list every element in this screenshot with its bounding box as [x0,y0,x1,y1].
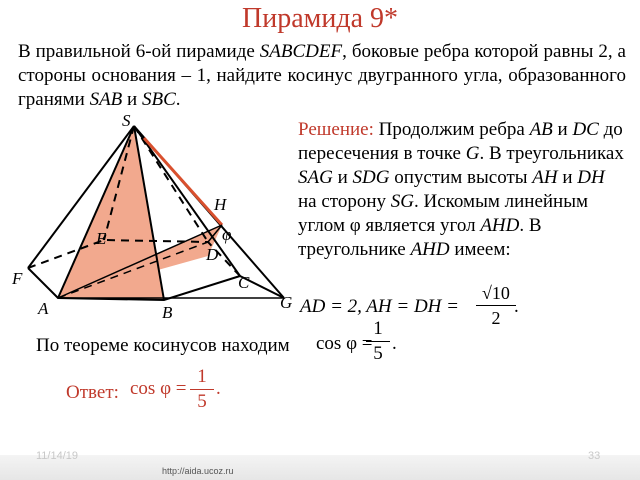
answer-num: 1 [197,366,207,387]
fraction-sqrt10-2 [476,282,516,329]
sol-t1: AB [529,119,553,140]
sol-t12: и [557,167,578,188]
sol-t0: Продолжим ребра [373,119,530,140]
equation-text: AD = 2, AH = DH = [300,296,459,317]
problem-statement [18,40,626,112]
problem-and: и [122,89,142,110]
footer-bar [0,455,640,480]
answer-fraction [190,366,214,413]
label-f: F [12,269,23,288]
answer-bar [190,389,214,390]
label-h: H [214,195,227,214]
fraction-bar [476,305,516,306]
cos-num: 1 [373,318,383,339]
footer-url[interactable]: http://aida.ucoz.ru [162,466,234,476]
sol-t20: имеем: [449,239,511,260]
label-e: E [96,229,107,248]
sol-t5: G [465,143,480,164]
sol-t9: SDG [352,167,390,188]
answer [66,366,266,416]
sol-t8: и [332,167,353,188]
cos-dot: . [392,333,397,354]
label-c: C [238,273,250,292]
sol-t19: AHD [410,239,450,260]
sol-t4: до пересечения в точке [298,119,623,164]
sol-t14: на сторону [298,191,391,212]
sol-t3: DC [572,119,599,140]
label-d: D [206,245,219,264]
cos-lhs: cos φ = [316,333,373,354]
label-phi: φ [222,225,232,244]
problem-text-2: , боковые ребра которой равны 2, а стороны основания – 1, найдите косинус двугранного угла, образованного гранями [18,41,626,110]
answer-label: Ответ: [66,382,119,403]
label-s: S [122,111,131,130]
pyramid-name: SABCDEF [259,41,343,62]
sol-t2: и [552,119,573,140]
label-b: B [162,303,173,322]
answer-lhs: cos φ = [130,378,187,399]
label-a: A [38,299,49,318]
sol-t18: . В треугольнике [298,215,542,260]
sol-t15: SG [390,191,414,212]
cos-den: 5 [373,343,383,364]
footer-date: 11/14/19 [36,450,79,462]
problem-end: . [175,89,181,110]
cosine-theorem-text: По теореме косинусов находим [36,335,290,356]
problem-text-1: В правильной 6-ой пирамиде [18,41,260,62]
label-g: G [280,293,293,312]
answer-den: 5 [197,391,207,412]
sol-t17: AHD [480,215,520,236]
sol-t16: . Искомым линейным углом φ является угол [298,191,588,236]
solution-text [298,118,628,262]
cos-fraction [366,318,390,365]
fraction-denominator: 2 [491,308,501,328]
sol-t6: . В треугольниках [479,143,624,164]
face-sab: SAB [89,89,123,110]
sol-t7: SAG [298,167,333,188]
slide-title: Пирамида 9* [241,3,398,34]
pyramid-figure [8,108,304,330]
equation-dot: . [514,296,519,317]
face-sbc: SBC [141,89,176,110]
sol-t10: опустим высоты [389,167,533,188]
footer-page-number: 33 [588,450,601,462]
sol-t13: DH [577,167,605,188]
answer-dot: . [216,378,221,399]
cos-formula [316,318,406,370]
solution-label: Решение: [298,119,374,140]
sol-t11: AH [532,167,558,188]
fraction-numerator: √10 [482,283,510,303]
cos-bar [366,341,390,342]
